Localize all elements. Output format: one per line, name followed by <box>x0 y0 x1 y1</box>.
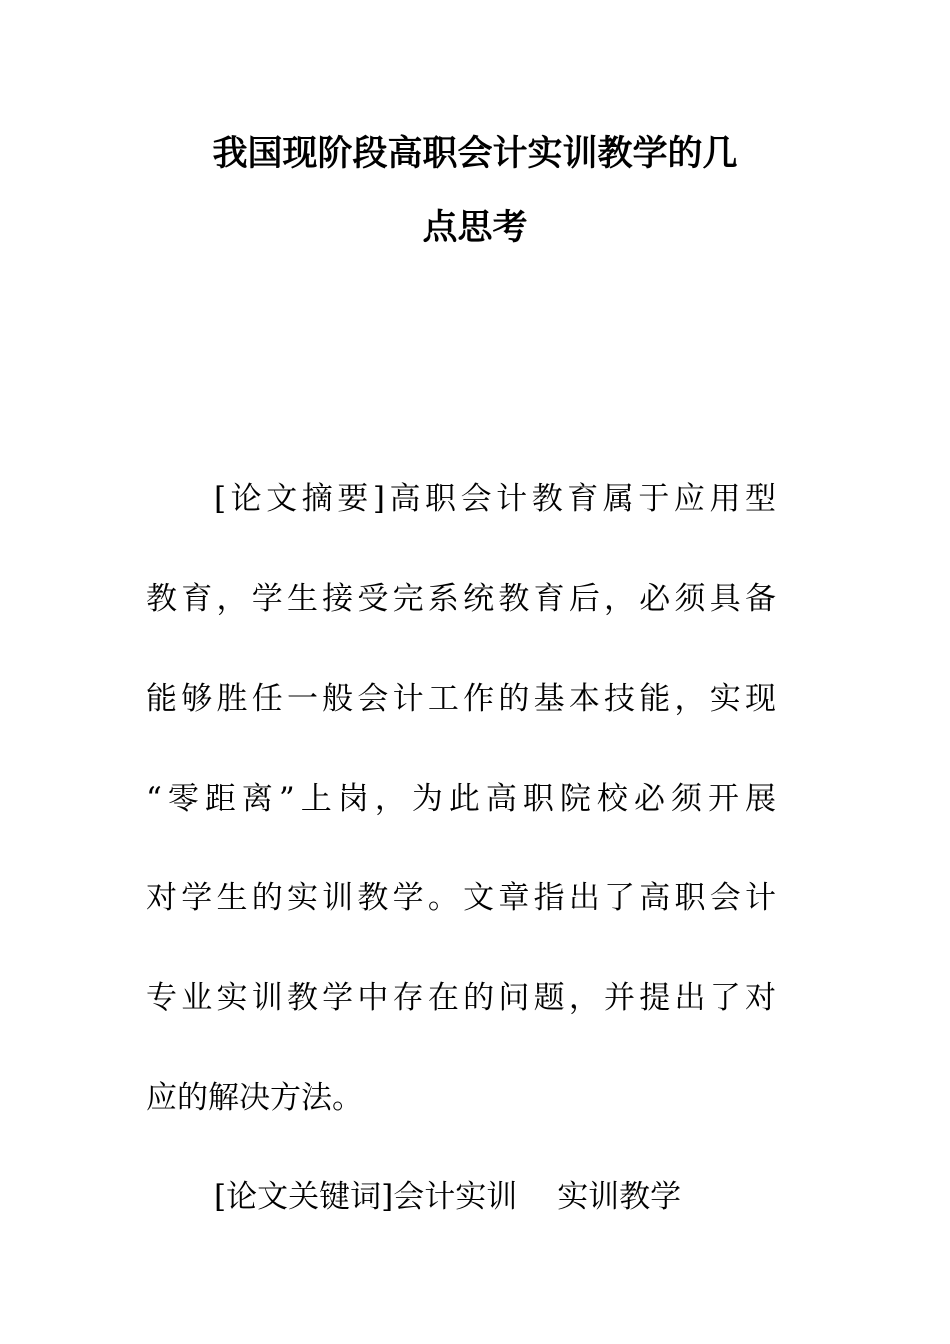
page-title-line-1: 我国现阶段高职会计实训教学的几 <box>212 133 738 174</box>
keyword-item: 实训教学 <box>557 1179 682 1215</box>
page-title-line-2: 点思考 <box>422 207 528 248</box>
abstract-line-7: 应的解决方法。 <box>146 1080 363 1116</box>
abstract-line-5: 对学生的实训教学。文章指出了高职会计 <box>146 880 776 916</box>
abstract-line-6: 专业实训教学中存在的问题，并提出了对 <box>146 980 776 1016</box>
abstract-line-3: 能够胜任一般会计工作的基本技能，实现 <box>146 681 776 717</box>
abstract-line-2: 教育，学生接受完系统教育后，必须具备 <box>146 581 776 617</box>
keywords-label: [论文关键词]会计实训 <box>214 1179 518 1215</box>
abstract-line-1: [论文摘要]高职会计教育属于应用型 <box>214 481 776 517</box>
abstract-line-4: “零距离”上岗，为此高职院校必须开展 <box>146 781 776 817</box>
keywords-line <box>214 1177 776 1217</box>
